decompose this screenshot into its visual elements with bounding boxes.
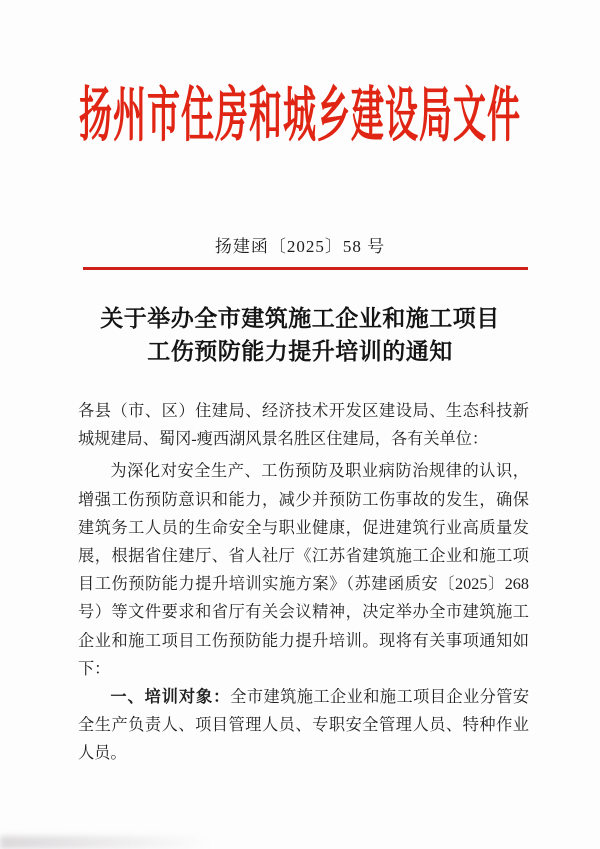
document-title-line1: 关于举办全市建筑施工企业和施工项目 [100, 306, 500, 331]
agency-letterhead-text: 扬州市住房和城乡建设局文件 [79, 85, 521, 151]
item1-label: 一、培训对象： [110, 688, 231, 707]
document-title-line2: 工伤预防能力提升培训的通知 [147, 338, 453, 364]
main-paragraph: 为深化对安全生产、工伤预防及职业病防治规律的认识，增强工伤预防意识和能力，减少并预防工伤事故的发生，确保建筑务工人员的生命安全与职业健康，促进建筑行业高质量发展，根据省住建厅、省人社厅《江苏省建筑施工企业和施工项目工伤预防能力提升培训实施方案》（苏建函质安〔2025〕268 号）等文件要求和省厅有关会议精神，决定举办全市建筑施工企业和施工项目工伤预防能力提升培训。现将有关事项通知如下： [78, 462, 529, 678]
document-reference-number: 扬建函〔2025〕58 号 [214, 237, 386, 256]
document-body [78, 397, 529, 768]
agency-letterhead [0, 85, 600, 151]
red-separator-line [83, 267, 528, 270]
scan-smudge-artifact [0, 836, 210, 849]
salutation-paragraph: 各县（市、区）住建局、经济技术开发区建设局、生态科技新城规建局、蜀冈-瘦西湖风景名胜区住建局，各有关单位： [78, 402, 529, 449]
item1-paragraph [78, 683, 529, 768]
document-title [0, 303, 600, 368]
item1-text: 全市建筑施工企业和施工项目企业分管安全生产负责人、项目管理人员、专职安全管理人员、特种作业人员。 [78, 688, 530, 763]
